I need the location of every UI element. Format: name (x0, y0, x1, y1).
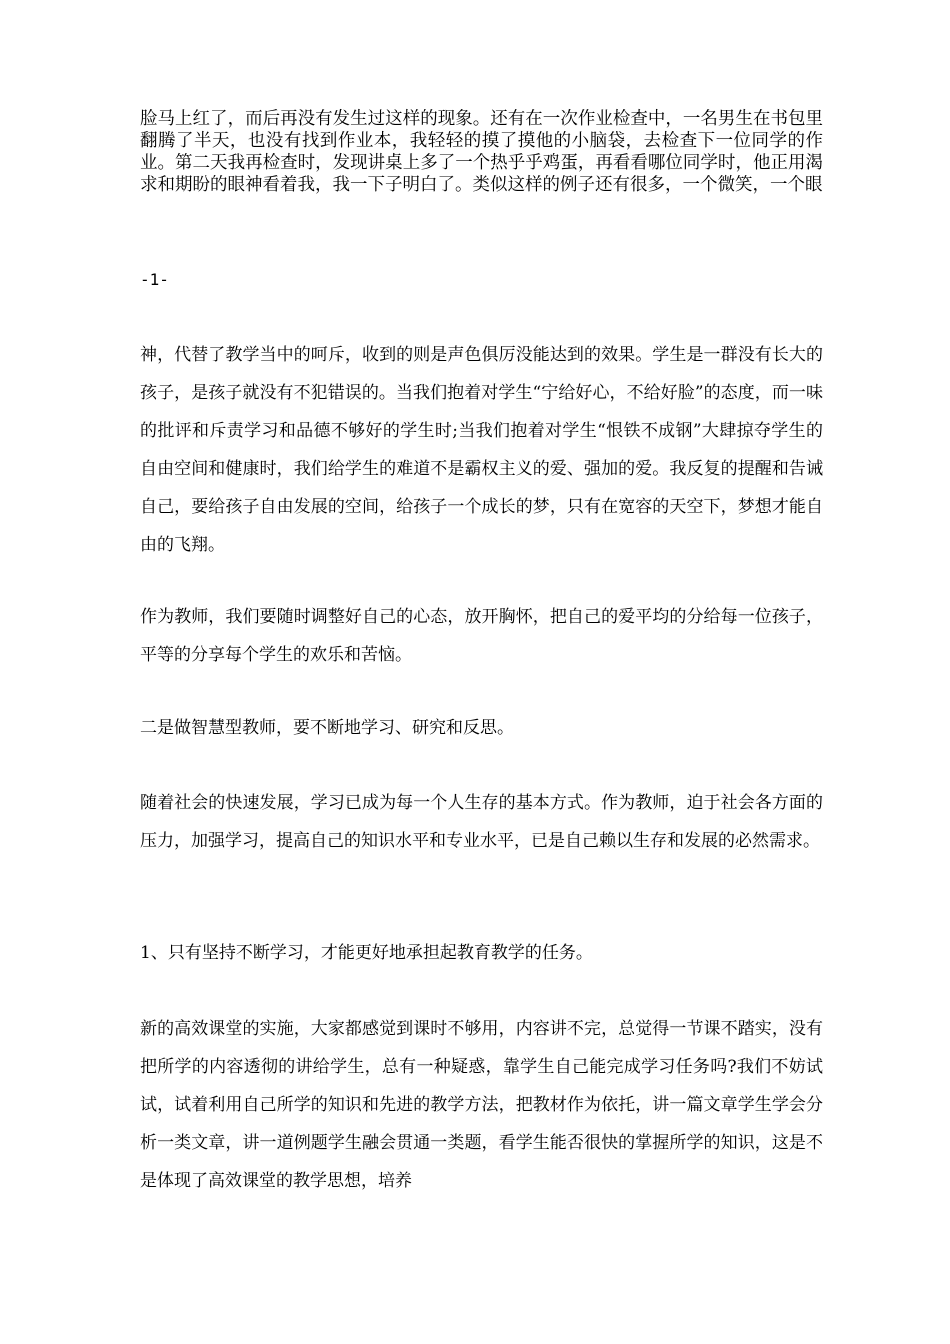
paragraph-teacher-mindset: 作为教师，我们要随时调整好自己的心态，放开胸怀，把自己的爱平均的分给每一位孩子，平等的分享每个学生的欢乐和苦恼。 (140, 607, 823, 665)
page-number: -1- (140, 270, 169, 289)
paragraph-tolerance: 神，代替了教学当中的呵斥，收到的则是声色俱厉没能达到的效果。学生是一群没有长大的孩子，是孩子就没有不犯错误的。当我们抱着对学生“宁给好心，不给好脸”的态度，而一味的批评和斥责学习和品德不够好的学生时;当我们抱着对学生“恨铁不成钢”大肆掠夺学生的自由空间和健康时，我们给学生的难道不是霸权主义的爱、强加的爱。我反复的提醒和告诫自己，要给孩子自由发展的空间，给孩子一个成长的梦，只有在宽容的天空下，梦想才能自由的飞翔。 (140, 345, 823, 555)
section-heading-wise-teacher: 二是做智慧型教师，要不断地学习、研究和反思。 (140, 718, 514, 738)
paragraph-efficient-classroom: 新的高效课堂的实施，大家都感觉到课时不够用，内容讲不完，总觉得一节课不踏实，没有把所学的内容透彻的讲给学生，总有一种疑惑，靠学生自己能完成学习任务吗?我们不妨试试，试着利用自己所学的知识和先进的教学方法，把教材作为依托，讲一篇文章学生学会分析一类文章，讲一道例题学生融会贯通一类题，看学生能否很快的掌握所学的知识，这是不是体现了高效课堂的教学思想，培养 (140, 1019, 823, 1191)
paragraph-continuation: 脸马上红了，而后再没有发生过这样的现象。还有在一次作业检查中，一名男生在书包里翻腾了半天，也没有找到作业本，我轻轻的摸了摸他的小脑袋，去检查下一位同学的作业。第二天我再检查时，发现讲桌上多了一个热乎乎鸡蛋，再看看哪位同学时，他正用渴求和期盼的眼神看着我，我一下子明白了。类似这样的例子还有很多，一个微笑，一个眼 (140, 109, 823, 195)
paragraph-learning: 随着社会的快速发展，学习已成为每一个人生存的基本方式。作为教师，迫于社会各方面的压力，加强学习，提高自己的知识水平和专业水平，已是自己赖以生存和发展的必然需求。 (140, 793, 823, 851)
subheading-continuous-learning: 1、只有坚持不断学习，才能更好地承担起教育教学的任务。 (140, 943, 593, 963)
